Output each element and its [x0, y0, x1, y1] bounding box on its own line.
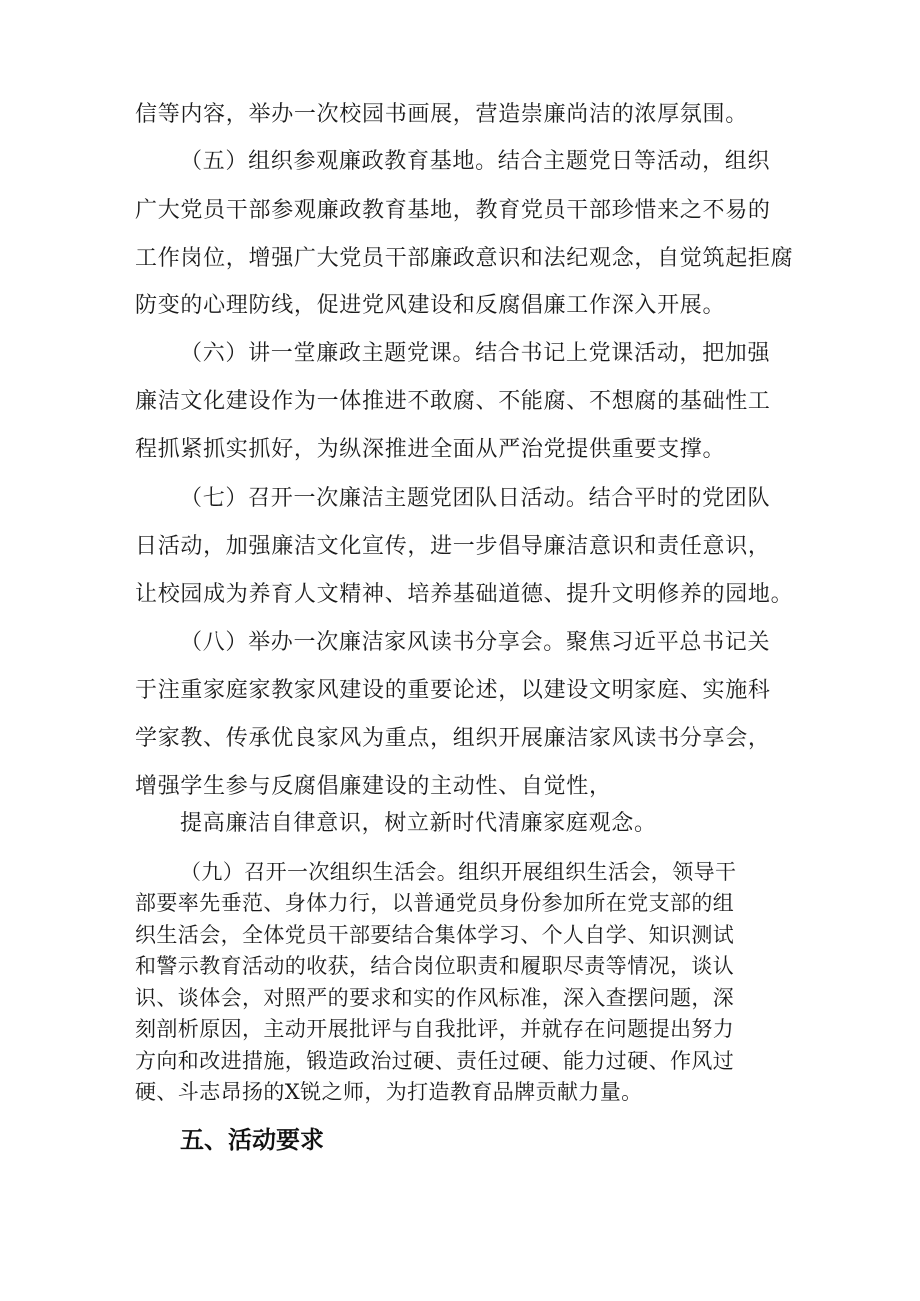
- text-line: 学家教、传承优良家风为重点，组织开展廉洁家风读书分享会，: [135, 726, 771, 751]
- text-line: 增强学生参与反腐倡廉建设的主动性、自觉性，: [135, 774, 612, 799]
- text-line: 识、谈体会，对照严的要求和实的作风标准，深入查摆问题，深: [135, 986, 735, 1010]
- text-line: 刻剖析原因，主动开展批评与自我批评，并就存在问题提出努力: [135, 1017, 735, 1041]
- section-heading: 五、活动要求: [180, 1126, 324, 1154]
- text-line: 提高廉洁自律意识，树立新时代清廉家庭观念。: [180, 811, 657, 836]
- text-line: （九）召开一次组织生活会。组织开展组织生活会，领导干: [180, 860, 737, 884]
- text-line: 信等内容，举办一次校园书画展，营造崇廉尚洁的浓厚氛围。: [135, 102, 748, 127]
- text-line: 织生活会，全体党员干部要结合集体学习、个人自学、知识测试: [135, 923, 735, 947]
- text-line: 工作岗位，增强广大党员干部廉政意识和法纪观念，自觉筑起拒腐: [135, 246, 794, 271]
- text-line: 广大党员干部参观廉政教育基地，教育党员干部珍惜来之不易的: [135, 198, 771, 223]
- text-line: 于注重家庭家教家风建设的重要论述，以建设文明家庭、实施科: [135, 678, 771, 703]
- text-line: 防变的心理防线，促进党风建设和反腐倡廉工作深入开展。: [135, 293, 726, 318]
- text-line: 程抓紧抓实抓好，为纵深推进全面从严治党提供重要支撑。: [135, 437, 726, 462]
- text-line: 廉洁文化建设作为一体推进不敢腐、不能腐、不想腐的基础性工: [135, 389, 771, 414]
- text-line: （五）组织参观廉政教育基地。结合主题党日等活动，组织: [180, 149, 771, 174]
- text-line: 方向和改进措施，锻造政治过硬、责任过硬、能力过硬、作风过: [135, 1049, 735, 1073]
- text-line: 硬、斗志昂扬的X锐之师，为打造教育品牌贡献力量。: [135, 1080, 643, 1104]
- text-line: 部要率先垂范、身体力行，以普通党员身份参加所在党支部的组: [135, 891, 735, 915]
- text-line: 日活动，加强廉洁文化宣传，进一步倡导廉洁意识和责任意识，: [135, 534, 771, 559]
- text-line: （六）讲一堂廉政主题党课。结合书记上党课活动，把加强: [180, 341, 771, 366]
- text-line: 让校园成为养育人文精神、培养基础道德、提升文明修养的园地。: [135, 582, 794, 607]
- text-line: （八）举办一次廉洁家风读书分享会。聚焦习近平总书记关: [180, 630, 771, 655]
- text-line: 和警示教育活动的收获，结合岗位职责和履职尽责等情况，谈认: [135, 954, 735, 978]
- text-line: （七）召开一次廉洁主题党团队日活动。结合平时的党团队: [180, 486, 771, 511]
